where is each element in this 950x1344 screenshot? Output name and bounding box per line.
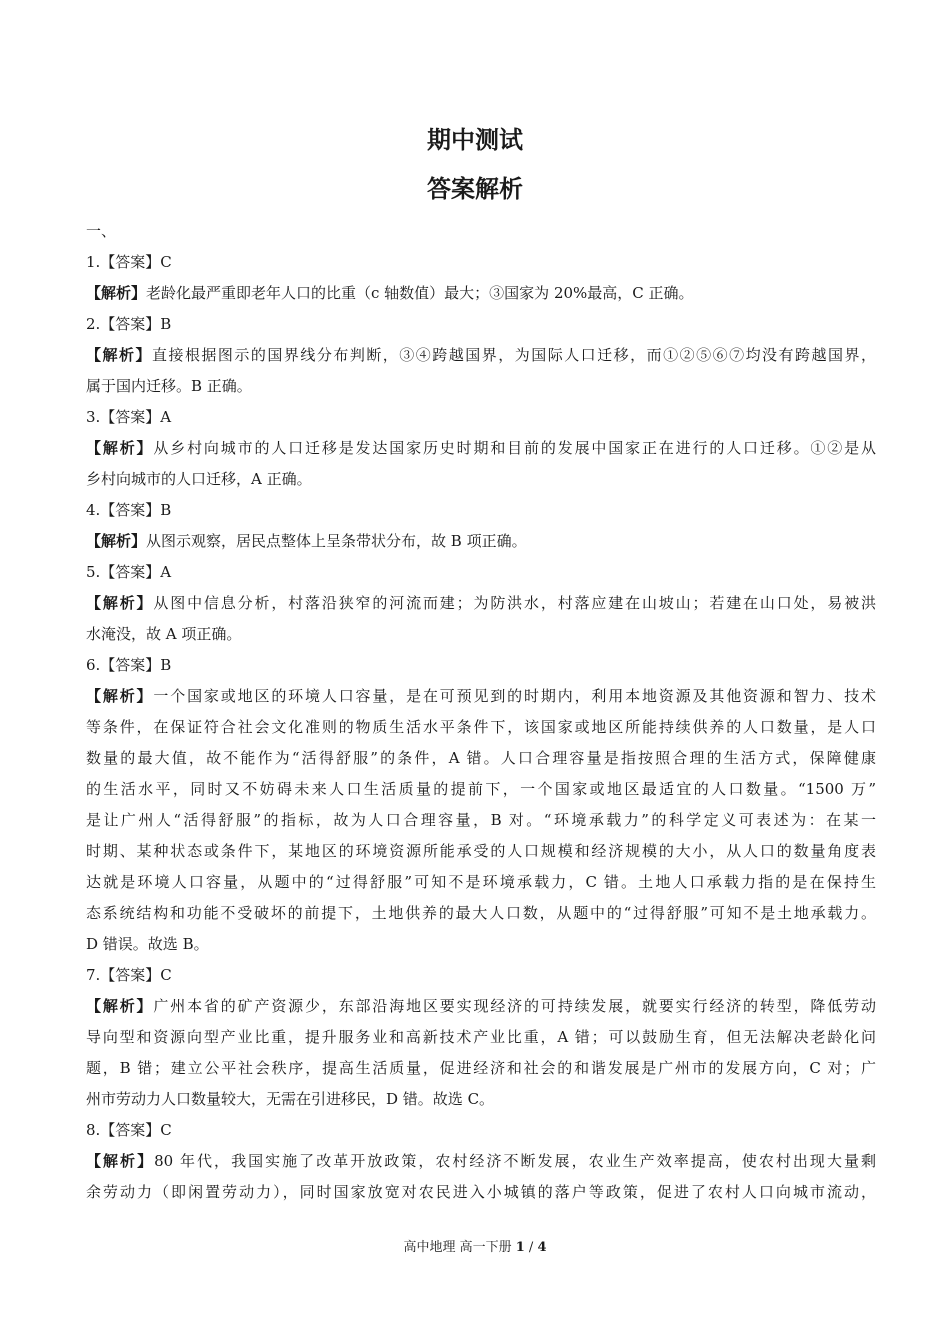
analysis-line: [86, 743, 876, 774]
answer-line: 3.【答案】A: [86, 408, 172, 426]
analysis-text: D 错误。故选 B。: [86, 935, 209, 953]
analysis-text: 导向型和资源向型产业比重，提升服务业和高新技术产业比重，A 错；可以鼓励生育，但无法解决老龄化问: [86, 1028, 876, 1046]
analysis-text: 直接根据图示的国界线分布判断，③④跨越国界，为国际人口迁移，而①②⑤⑥⑦均没有跨越国界，: [151, 346, 876, 364]
analysis-line: [86, 1146, 876, 1177]
analysis-text: 时期、某种状态或条件下，某地区的环境资源所能承受的人口规模和经济规模的大小，从人口的数量角度表: [86, 842, 876, 860]
analysis-text: 余劳动力（即闲置劳动力），同时国家放宽对农民进入小城镇的落户等政策，促进了农村人口向城市流动，: [86, 1183, 876, 1201]
analysis-line: [86, 898, 876, 929]
answer-line: 8.【答案】C: [86, 1121, 172, 1139]
answer-content: [86, 216, 876, 1208]
analysis-text: 的生活水平，同时又不妨碍未来人口生活质量的提前下，一个国家或地区最适宜的人口数量。“1500 万”: [86, 780, 876, 798]
analysis-text: 态系统结构和功能不受破坏的前提下，土地供养的最大人口数，从题中的“过得舒服”可知不是土地承载力。: [86, 904, 876, 922]
page-footer: [0, 1238, 950, 1258]
analysis-line: [86, 1053, 876, 1084]
analysis-text: 从乡村向城市的人口迁移是发达国家历史时期和目前的发展中国家正在进行的人口迁移。①②是从: [153, 439, 876, 457]
analysis-line: [86, 774, 876, 805]
analysis-text: 广州本省的矿产资源少，东部沿海地区要实现经济的可持续发展，就要实行经济的转型，降低劳动: [153, 997, 876, 1015]
analysis-line: [86, 464, 876, 495]
analysis-text: 老龄化最严重即老年人口的比重（c 轴数值）最大；③国家为 20%最高，C 正确。: [146, 284, 694, 302]
page-number: 1: [515, 1240, 525, 1255]
analysis-line: [86, 991, 876, 1022]
analysis-label: 【解析】: [86, 346, 152, 364]
answer-line: 5.【答案】A: [86, 563, 172, 581]
analysis-text: 是让广州人“活得舒服”的指标，故为人口合理容量，B 对。“环境承载力”的科学定义可表述为：在某一: [86, 811, 876, 829]
analysis-label: 【解析】: [86, 997, 154, 1015]
analysis-line: [86, 433, 876, 464]
analysis-line: [86, 588, 876, 619]
analysis-line: [86, 805, 876, 836]
analysis-label: 【解析】: [86, 284, 147, 302]
answer-line: 4.【答案】B: [86, 501, 172, 519]
answer-line: 2.【答案】B: [86, 315, 172, 333]
analysis-text: 达就是环境人口容量，从题中的“过得舒服”可知不是环境承载力，C 错。土地人口承载力指的是在保持生: [86, 873, 876, 891]
analysis-line: [86, 836, 876, 867]
analysis-text: 80 年代，我国实施了改革开放政策，农村经济不断发展，农业生产效率提高，使农村出现大量剩: [154, 1152, 876, 1170]
analysis-label: 【解析】: [86, 532, 147, 550]
footer-text: 高中地理 高一下册: [403, 1240, 516, 1255]
analysis-line: [86, 371, 876, 402]
analysis-line: [86, 1084, 876, 1115]
answer-line: 1.【答案】C: [86, 253, 172, 271]
analysis-line: [86, 340, 876, 371]
section-label: 一、: [86, 222, 117, 240]
analysis-text: 从图中信息分析，村落沿狭窄的河流而建；为防洪水，村落应建在山坡山；若建在山口处，易被洪: [153, 594, 876, 612]
analysis-line: [86, 526, 876, 557]
analysis-line: [86, 867, 876, 898]
analysis-line: [86, 929, 876, 960]
analysis-line: [86, 278, 876, 309]
analysis-line: [86, 1022, 876, 1053]
analysis-label: 【解析】: [86, 439, 154, 457]
analysis-label: 【解析】: [86, 594, 154, 612]
analysis-line: [86, 681, 876, 712]
analysis-text: 乡村向城市的人口迁移，A 正确。: [86, 470, 312, 488]
analysis-label: 【解析】: [86, 687, 154, 705]
analysis-text: 属于国内迁移。B 正确。: [86, 377, 252, 395]
analysis-text: 州市劳动力人口数量较大，无需在引进移民，D 错。故选 C。: [86, 1090, 495, 1108]
page-sep: /: [524, 1240, 538, 1255]
analysis-text: 一个国家或地区的环境人口容量，是在可预见到的时期内，利用本地资源及其他资源和智力、技术: [153, 687, 876, 705]
analysis-line: [86, 1177, 876, 1208]
answer-line: 6.【答案】B: [86, 656, 172, 674]
analysis-label: 【解析】: [86, 1152, 155, 1170]
analysis-text: 从图示观察，居民点整体上呈条带状分布，故 B 项正确。: [146, 532, 527, 550]
answer-line: 7.【答案】C: [86, 966, 172, 984]
analysis-line: [86, 712, 876, 743]
analysis-text: 数量的最大值，故不能作为“活得舒服”的条件，A 错。人口合理容量是指按照合理的生活方式，保障健康: [86, 749, 876, 767]
analysis-text: 等条件，在保证符合社会文化准则的物质生活水平条件下，该国家或地区所能持续供养的人口数量，是人口: [86, 718, 876, 736]
analysis-text: 水淹没，故 A 项正确。: [86, 625, 242, 643]
page-subtitle: 答案解析: [427, 175, 523, 203]
analysis-line: [86, 619, 876, 650]
page-total: 4: [537, 1240, 547, 1255]
page-title: 期中测试: [427, 126, 523, 154]
analysis-text: 题，B 错；建立公平社会秩序，提高生活质量，促进经济和社会的和谐发展是广州市的发展方向，C 对；广: [86, 1059, 876, 1077]
